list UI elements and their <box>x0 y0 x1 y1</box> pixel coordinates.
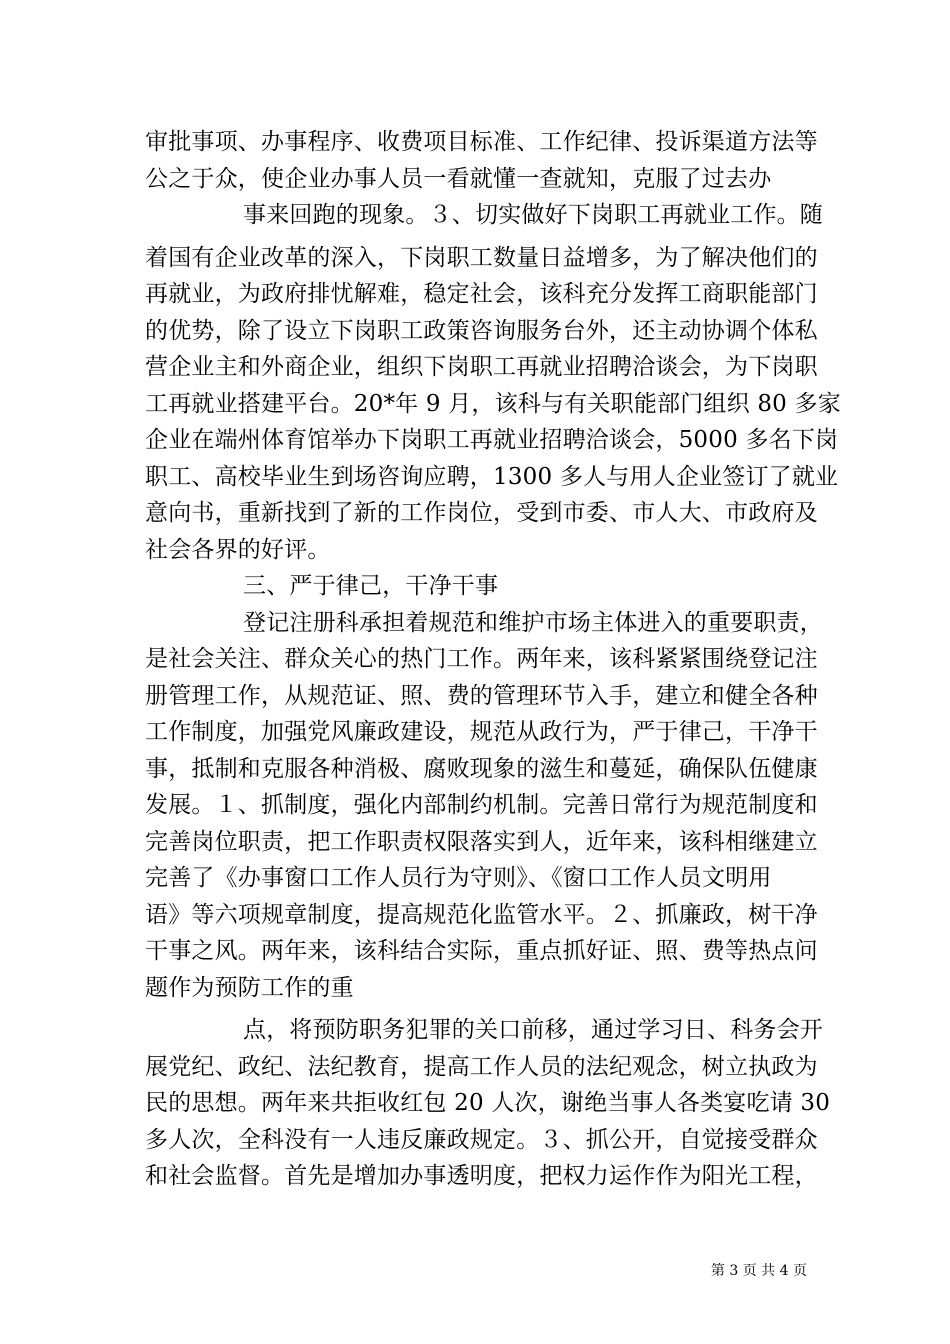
text-line: 事，抵制和克服各种消极、腐败现象的滋生和蔓延，确保队伍健康 <box>145 755 818 782</box>
text-line: 社会各界的好评。 <box>145 536 331 563</box>
text-line: 企业在端州体育馆举办下岗职工再就业招聘洽谈会，5000 多名下岗 <box>145 427 839 453</box>
text-line: 审批事项、办事程序、收费项目标准、工作纪律、投诉渠道方法等 <box>145 129 818 155</box>
text-line: 再就业，为政府排忧解难，稳定社会，该科充分发挥工商职能部门 <box>145 281 818 307</box>
text-line: 民的思想。两年来共拒收红包 20 人次，谢绝当事人各类宴吃请 30 <box>145 1090 831 1116</box>
text-line: 干事之风。两年来，该科结合实际，重点抓好证、照、费等热点问 <box>145 938 818 964</box>
text-line: 的优势，除了设立下岗职工政策咨询服务台外，还主动协调个体私 <box>145 317 818 344</box>
text-line: 着国有企业改革的深入，下岗职工数量日益增多，为了解决他们的 <box>145 244 818 271</box>
text-line: 展党纪、政纪、法纪教育，提高工作人员的法纪观念，树立执政为 <box>145 1053 818 1080</box>
text-line: 和社会监督。首先是增加办事透明度，把权力运作作为阳光工程， <box>145 1163 818 1189</box>
text-line: 营企业主和外商企业，组织下岗职工再就业招聘洽谈会，为下岗职 <box>145 354 818 380</box>
text-line: 公之于众，使企业办事人员一看就懂一查就知，克服了过去办 <box>145 165 772 192</box>
text-line: 完善了《办事窗口工作人员行为守则》、《窗口工作人员文明用 <box>145 865 772 891</box>
text-line: 语》等六项规章制度，提高规范化监管水平。２、抓廉政，树干净 <box>145 901 818 928</box>
text-line: 完善岗位职责，把工作职责权限落实到人，近年来，该科相继建立 <box>145 828 818 855</box>
text-line: 意向书，重新找到了新的工作岗位，受到市委、市人大、市政府及 <box>145 500 818 526</box>
page-number-footer: 第 3 页 共 4 页 <box>710 1263 807 1279</box>
text-line: 点，将预防职务犯罪的关口前移，通过学习日、科务会开 <box>243 1017 823 1043</box>
text-line: 册管理工作，从规范证、照、费的管理环节入手，建立和健全各种 <box>145 682 818 709</box>
text-line: 职工、高校毕业生到场咨询应聘，1300 多人与用人企业签订了就业 <box>145 463 839 490</box>
text-line: 是社会关注、群众关心的热门工作。两年来，该科紧紧围绕登记注 <box>145 646 818 672</box>
text-line: 登记注册科承担着规范和维护市场主体进入的重要职责， <box>243 609 823 636</box>
text-line: 工作制度，加强党风廉政建设，规范从政行为，严于律己，干净干 <box>145 719 818 745</box>
text-line: 工再就业搭建平台。20*年 9 月，该科与有关职能部门组织 80 多家 <box>145 390 841 417</box>
text-line: 三、严于律己，干净干事 <box>243 573 499 599</box>
text-line: 事来回跑的现象。３、切实做好下岗职工再就业工作。随 <box>243 202 823 228</box>
body-text <box>145 124 841 1195</box>
text-line: 发展。１、抓制度，强化内部制约机制。完善日常行为规范制度和 <box>145 792 818 818</box>
text-line: 多人次，全科没有一人违反廉政规定。３、抓公开，自觉接受群众 <box>145 1126 818 1153</box>
text-line: 题作为预防工作的重 <box>145 974 354 1001</box>
